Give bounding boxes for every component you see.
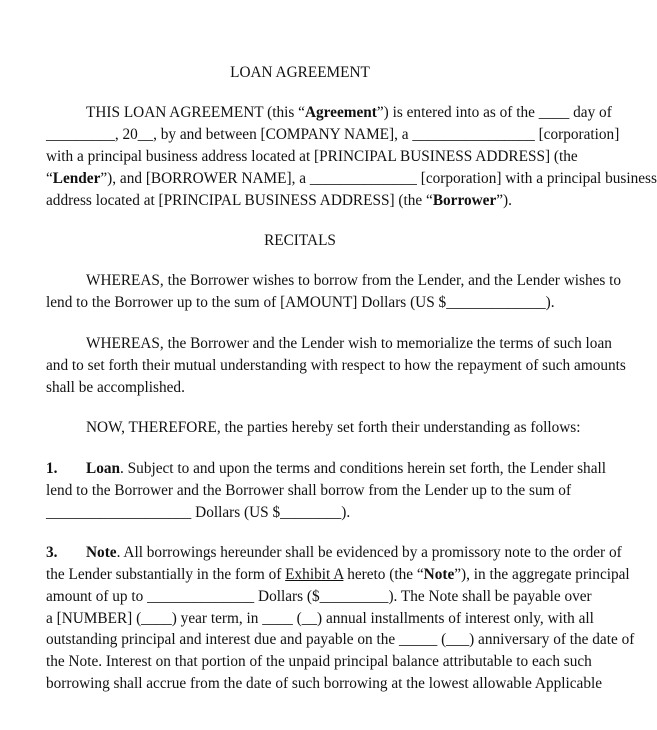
section-3-line-2: the Lender substantially in the form of Exhibit A hereto (the “Note”), in the aggregate principal [46, 566, 630, 583]
whereas-1-line-1: WHEREAS, the Borrower wishes to borrow from the Lender, and the Lender wishes to [86, 272, 622, 289]
section-1-number: 1. [46, 460, 58, 477]
exhibit-a-link[interactable]: Exhibit A [285, 566, 344, 583]
whereas-1-line-2: lend to the Borrower up to the sum of [AMOUNT] Dollars (US $_____________). [46, 294, 555, 311]
defined-term-agreement: Agreement [304, 104, 377, 121]
intro-line-3: with a principal business address located at [PRINCIPAL BUSINESS ADDRESS] (the [46, 148, 578, 165]
intro-line-2: _________, 20__, by and between [COMPANY NAME], a ________________ [corporation] [46, 126, 620, 143]
defined-term-note: Note [423, 566, 455, 583]
section-3-line-5: outstanding principal and interest due and payable on the _____ (___) anniversary of the date of [46, 631, 635, 648]
section-1-line-2: lend to the Borrower and the Borrower shall borrow from the Lender up to the sum of [46, 482, 572, 499]
section-3-line-3: amount of up to ______________ Dollars ($_________). The Note shall be payable over [46, 588, 592, 605]
defined-term-lender: Lender [52, 170, 101, 187]
whereas-2-line-3: shall be accomplished. [46, 379, 185, 396]
intro-line-5: address located at [PRINCIPAL BUSINESS ADDRESS] (the “Borrower”). [46, 192, 512, 209]
recitals-heading: RECITALS [264, 232, 336, 249]
section-1-line-3: ___________________ Dollars (US $________). [46, 504, 351, 521]
defined-term-borrower: Borrower [432, 192, 497, 209]
whereas-2-line-1: WHEREAS, the Borrower and the Lender wish to memorialize the terms of such loan [86, 335, 612, 352]
section-3-heading: Note [86, 544, 117, 561]
section-3-line-7: borrowing shall accrue from the date of such borrowing at the lowest allowable Applicable [46, 675, 603, 692]
document-title: LOAN AGREEMENT [230, 64, 370, 81]
intro-line-1: THIS LOAN AGREEMENT (this “Agreement”) is entered into as of the ____ day of [86, 104, 612, 121]
now-therefore: NOW, THEREFORE, the parties hereby set forth their understanding as follows: [86, 419, 581, 436]
section-3-number: 3. [46, 544, 58, 561]
section-3-line-6: the Note. Interest on that portion of the unpaid principal balance attributable to each such [46, 653, 592, 670]
section-1-line-1: Loan. Subject to and upon the terms and conditions herein set forth, the Lender shall [86, 460, 606, 477]
section-3-line-4: a [NUMBER] (____) year term, in ____ (__) annual installments of interest only, with all [46, 610, 594, 627]
section-3-line-1: Note. All borrowings hereunder shall be evidenced by a promissory note to the order of [86, 544, 622, 561]
intro-line-4: “Lender”), and [BORROWER NAME], a ______________ [corporation] with a principal business [46, 170, 657, 187]
whereas-2-line-2: and to set forth their mutual understanding with respect to how the repayment of such amounts [46, 357, 626, 374]
section-1-heading: Loan [86, 460, 121, 477]
